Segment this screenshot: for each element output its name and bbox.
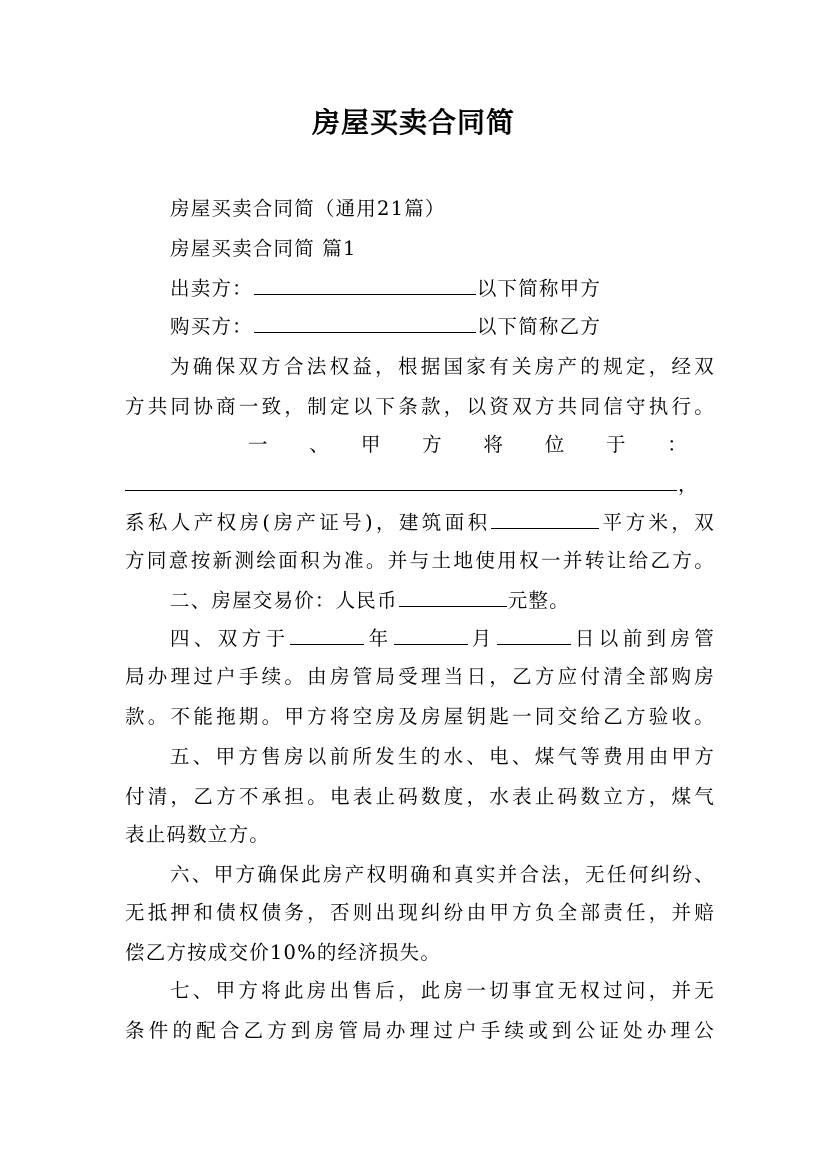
paragraph-line: 方同意按新测绘面积为准。并与土地使用权一并转让给乙方。 bbox=[125, 549, 715, 572]
paragraph-line: 六、甲方确保此房产权明确和真实并合法，无任何纠纷、 bbox=[170, 863, 715, 886]
price-label: 二、房屋交易价：人民币 bbox=[170, 589, 398, 612]
buyer-blank[interactable] bbox=[254, 312, 476, 333]
seller-label: 出卖方： bbox=[170, 277, 253, 300]
price-blank[interactable] bbox=[399, 586, 507, 607]
paragraph-line: 为确保双方合法权益，根据国家有关房产的规定，经双 bbox=[170, 355, 715, 378]
buyer-label: 购买方： bbox=[170, 315, 253, 338]
buyer-suffix: 以下简称乙方 bbox=[476, 315, 602, 338]
document-title: 房屋买卖合同简 bbox=[311, 106, 515, 139]
paragraph-line: 款。不能拖期。甲方将空房及房屋钥匙一同交给乙方验收。 bbox=[125, 705, 715, 728]
area-suffix: 平方米，双 bbox=[600, 511, 715, 534]
doc-subtitle: 房屋买卖合同简（通用21篇） bbox=[170, 197, 446, 220]
paragraph-line: 局办理过户手续。由房管局受理当日，乙方应付清全部购房 bbox=[125, 665, 715, 688]
paragraph-line: 七、甲方将此房出售后，此房一切事宜无权过问，并无 bbox=[170, 979, 715, 1002]
paragraph-line: 条件的配合乙方到房管局办理过户手续或到公证处办理公 bbox=[125, 1019, 715, 1042]
month-label: 月 bbox=[468, 627, 496, 650]
day-blank[interactable] bbox=[497, 624, 571, 645]
area-line bbox=[125, 504, 715, 542]
seller-suffix: 以下简称甲方 bbox=[476, 277, 602, 300]
seller-blank[interactable] bbox=[254, 274, 476, 295]
section-heading: 房屋买卖合同简 篇1 bbox=[170, 237, 357, 260]
price-line bbox=[170, 582, 715, 620]
clause-1-heading: 一 、 甲 方 将 位 于 ： bbox=[248, 433, 688, 456]
price-suffix: 元整。 bbox=[507, 589, 570, 612]
day-suffix: 日以前到房管 bbox=[571, 627, 716, 650]
area-blank[interactable] bbox=[491, 508, 599, 529]
paragraph-line: 方共同协商一致，制定以下条款，以资双方共同信守执行。 bbox=[125, 395, 715, 418]
paragraph-line: 五、甲方售房以前所发生的水、电、煤气等费用由甲方 bbox=[170, 745, 715, 768]
area-label: 系私人产权房(房产证号)，建筑面积 bbox=[125, 511, 491, 534]
paragraph-line: 无抵押和债权债务，否则出现纠纷由甲方负全部责任，并赔 bbox=[125, 901, 715, 924]
paragraph-line: 表止码数立方。 bbox=[125, 823, 270, 846]
paragraph-line: 付清，乙方不承担。电表止码数度，水表止码数立方，煤气 bbox=[125, 785, 715, 808]
buyer-line bbox=[170, 308, 715, 346]
location-blank[interactable] bbox=[125, 470, 677, 491]
date-line bbox=[170, 620, 715, 658]
location-comma: ， bbox=[678, 473, 699, 496]
month-blank[interactable] bbox=[394, 624, 468, 645]
seller-line bbox=[170, 270, 715, 308]
date-label: 四、双方于 bbox=[170, 627, 290, 650]
location-line bbox=[125, 466, 715, 504]
year-label: 年 bbox=[365, 627, 393, 650]
year-blank[interactable] bbox=[290, 624, 364, 645]
paragraph-line: 偿乙方按成交价10%的经济损失。 bbox=[125, 941, 442, 964]
